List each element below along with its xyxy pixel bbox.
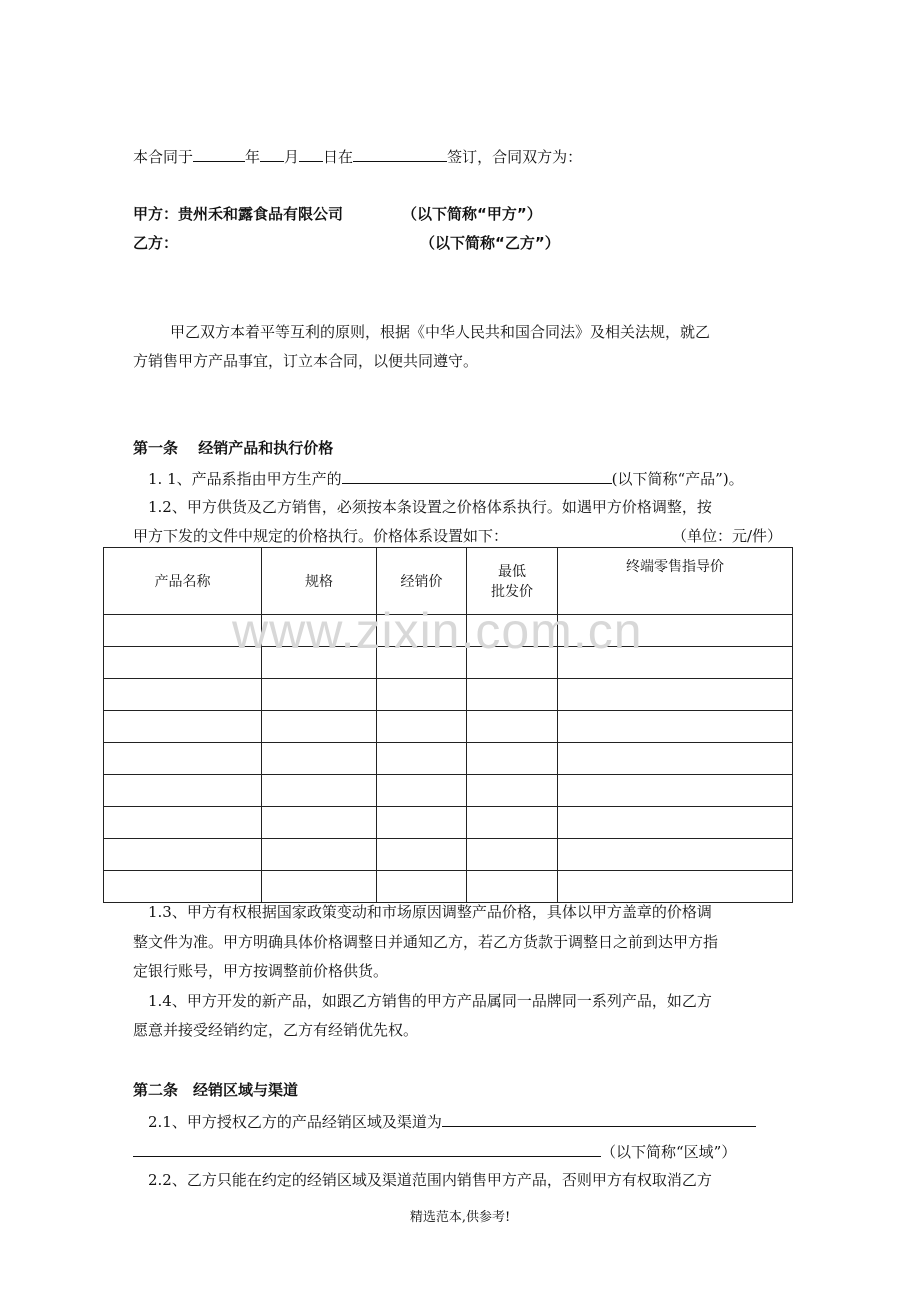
table-cell[interactable]	[262, 775, 377, 807]
header-retail-price: 终端零售指导价	[558, 548, 793, 615]
table-cell[interactable]	[104, 679, 262, 711]
table-cell[interactable]	[467, 743, 558, 775]
header-spec: 规格	[262, 548, 377, 615]
month-blank[interactable]	[260, 145, 284, 162]
table-cell[interactable]	[558, 743, 793, 775]
table-cell[interactable]	[377, 711, 467, 743]
party-a-name: 贵州禾和露食品有限公司	[178, 205, 344, 223]
article-1-title: 第一条 经销产品和执行价格	[133, 439, 334, 457]
clause-1-3-line-2: 整文件为准。甲方明确具体价格调整日并通知乙方，若乙方货款于调整日之前到达甲方指	[133, 933, 719, 951]
article-2-title: 第二条 经销区域与渠道	[133, 1081, 299, 1099]
table-cell[interactable]	[467, 775, 558, 807]
header-dealer-price: 经销价	[377, 548, 467, 615]
table-row	[104, 743, 793, 775]
preamble-line-2: 方销售甲方产品事宜，订立本合同，以便共同遵守。	[133, 352, 479, 370]
table-cell[interactable]	[262, 839, 377, 871]
table-cell[interactable]	[558, 679, 793, 711]
table-row	[104, 807, 793, 839]
region-blank-1[interactable]	[442, 1110, 756, 1127]
product-blank[interactable]	[342, 467, 612, 484]
table-cell[interactable]	[104, 807, 262, 839]
table-cell[interactable]	[262, 743, 377, 775]
year-blank[interactable]	[193, 145, 245, 162]
clause-1-1: 1. 1、产品系指由甲方生产的 (以下简称“产品”)。	[148, 467, 744, 489]
table-cell[interactable]	[262, 871, 377, 903]
location-blank[interactable]	[353, 145, 447, 162]
clause-1-3-line-3: 定银行账号，甲方按调整前价格供货。	[133, 962, 389, 980]
table-row	[104, 775, 793, 807]
table-cell[interactable]	[104, 743, 262, 775]
party-b-label: 乙方：	[133, 234, 179, 252]
table-cell[interactable]	[558, 711, 793, 743]
party-a-alias: （以下简称“甲方”）	[402, 205, 542, 223]
header-min-wholesale: 最低 批发价	[467, 548, 558, 615]
table-cell[interactable]	[262, 679, 377, 711]
table-cell[interactable]	[467, 711, 558, 743]
clause-2-1: 2.1、甲方授权乙方的产品经销区域及渠道为	[148, 1110, 756, 1132]
day-blank[interactable]	[299, 145, 323, 162]
table-cell[interactable]	[377, 775, 467, 807]
clause-2-2-line-1: 2.2、乙方只能在约定的经销区域及渠道范围内销售甲方产品，否则甲方有权取消乙方	[148, 1171, 712, 1189]
table-cell[interactable]	[558, 807, 793, 839]
table-cell[interactable]	[377, 839, 467, 871]
table-cell[interactable]	[377, 679, 467, 711]
price-table	[103, 547, 793, 903]
table-cell[interactable]	[558, 775, 793, 807]
table-row	[104, 679, 793, 711]
table-cell[interactable]	[104, 871, 262, 903]
table-cell[interactable]	[467, 679, 558, 711]
clause-1-2-line-2: 甲方下发的文件中规定的价格执行。价格体系设置如下：	[133, 527, 509, 545]
region-blank-2[interactable]	[133, 1140, 601, 1157]
preamble-line-1: 甲乙双方本着平等互利的原则，根据《中华人民共和国合同法》及相关法规，就乙	[170, 323, 711, 341]
contract-date-line: 本合同于 年 月 日在 签订，合同双方为：	[133, 145, 582, 167]
table-cell[interactable]	[467, 839, 558, 871]
party-b-alias: （以下简称“乙方”）	[420, 234, 560, 252]
table-row	[104, 871, 793, 903]
table-row	[104, 839, 793, 871]
table-cell[interactable]	[467, 871, 558, 903]
table-cell[interactable]	[377, 743, 467, 775]
table-cell[interactable]	[558, 871, 793, 903]
clause-2-1-line-2: （以下简称“区域”）	[133, 1140, 736, 1162]
table-cell[interactable]	[377, 807, 467, 839]
table-cell[interactable]	[558, 839, 793, 871]
table-cell[interactable]	[262, 807, 377, 839]
clause-1-4-line-1: 1.4、甲方开发的新产品，如跟乙方销售的甲方产品属同一品牌同一系列产品，如乙方	[148, 992, 712, 1010]
watermark: www.zixin.com.cn	[232, 603, 643, 659]
table-row	[104, 711, 793, 743]
header-product-name: 产品名称	[104, 548, 262, 615]
clause-1-4-line-2: 愿意并接受经销约定，乙方有经销优先权。	[133, 1021, 419, 1039]
clause-1-2-line-1: 1.2、甲方供货及乙方销售，必须按本条设置之价格体系执行。如遇甲方价格调整，按	[148, 498, 712, 516]
unit-label: （单位：元/件）	[672, 527, 783, 545]
table-cell[interactable]	[104, 839, 262, 871]
party-a-label: 甲方：	[133, 205, 179, 223]
table-cell[interactable]	[467, 807, 558, 839]
table-cell[interactable]	[262, 711, 377, 743]
party-a-line	[133, 204, 343, 224]
page-footer: 精选范本,供参考!	[409, 1210, 511, 1225]
table-cell[interactable]	[104, 775, 262, 807]
clause-1-3-line-1: 1.3、甲方有权根据国家政策变动和市场原因调整产品价格，具体以甲方盖章的价格调	[148, 903, 712, 921]
table-cell[interactable]	[377, 871, 467, 903]
table-cell[interactable]	[104, 711, 262, 743]
